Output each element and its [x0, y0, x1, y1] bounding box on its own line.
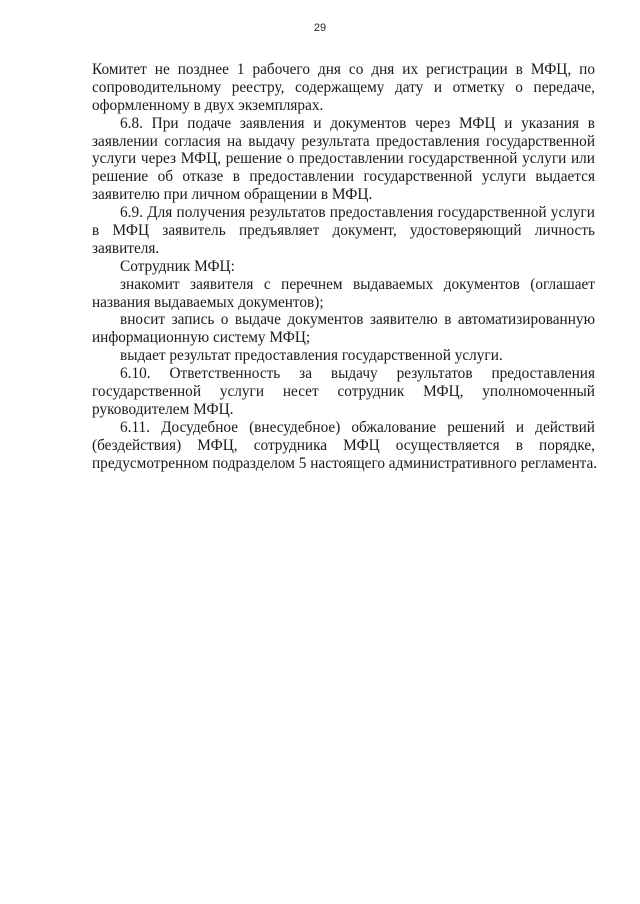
text-line: 6.10. Ответственность за выдачу результатов предоставления	[120, 365, 595, 383]
text-line: знакомит заявителя с перечнем выдаваемых документов (оглашает	[120, 275, 595, 293]
paragraph	[92, 347, 595, 365]
text-line: заявителя.	[92, 239, 160, 257]
text-line: оформленному в двух экземплярах.	[92, 96, 324, 114]
text-line: (бездействия) МФЦ, сотрудника МФЦ осуществляется в порядке,	[92, 436, 595, 454]
paragraph	[92, 418, 598, 473]
paragraph	[92, 311, 595, 347]
text-line: в МФЦ заявитель предъявляет документ, удостоверяющий личность	[92, 222, 595, 240]
document-body	[92, 61, 598, 472]
text-line: Комитет не позднее 1 рабочего дня со дня их регистрации в МФЦ, по	[92, 61, 595, 78]
text-line: решение об отказе в предоставлении государственной услуги выдается	[92, 168, 595, 186]
paragraph	[92, 365, 595, 419]
text-line: услуги через МФЦ, решение о предоставлении государственной услуги или	[92, 150, 595, 168]
text-line: выдает результат предоставления государственной услуги.	[120, 347, 503, 365]
text-line: вносит запись о выдаче документов заявителю в автоматизированную	[120, 311, 595, 329]
paragraph	[92, 115, 595, 204]
text-line: заявителю при личном обращении в МФЦ.	[92, 186, 373, 204]
paragraph	[92, 276, 595, 312]
text-line: руководителем МФЦ.	[92, 400, 234, 418]
text-line: 6.11. Досудебное (внесудебное) обжалование решений и действий	[120, 418, 595, 436]
text-line: сопроводительному реестру, содержащему дату и отметку о передаче,	[92, 78, 595, 96]
paragraph	[92, 258, 595, 276]
text-line: информационную систему МФЦ;	[92, 329, 311, 347]
text-line: предусмотренном подразделом 5 настоящего административного регламента.	[92, 454, 598, 472]
text-line: 6.9. Для получения результатов предоставления государственной услуги	[120, 204, 595, 222]
text-line: названия выдаваемых документов);	[92, 293, 324, 311]
text-line: заявлении согласия на выдачу результата предоставления государственной	[92, 132, 595, 150]
text-line: Сотрудник МФЦ:	[120, 257, 235, 275]
text-line: государственной услуги несет сотрудник МФЦ, уполномоченный	[92, 383, 595, 401]
paragraph	[92, 204, 595, 258]
text-line: 6.8. При подаче заявления и документов через МФЦ и указания в	[120, 114, 595, 132]
page-number: 29	[313, 22, 327, 34]
paragraph	[92, 61, 595, 115]
